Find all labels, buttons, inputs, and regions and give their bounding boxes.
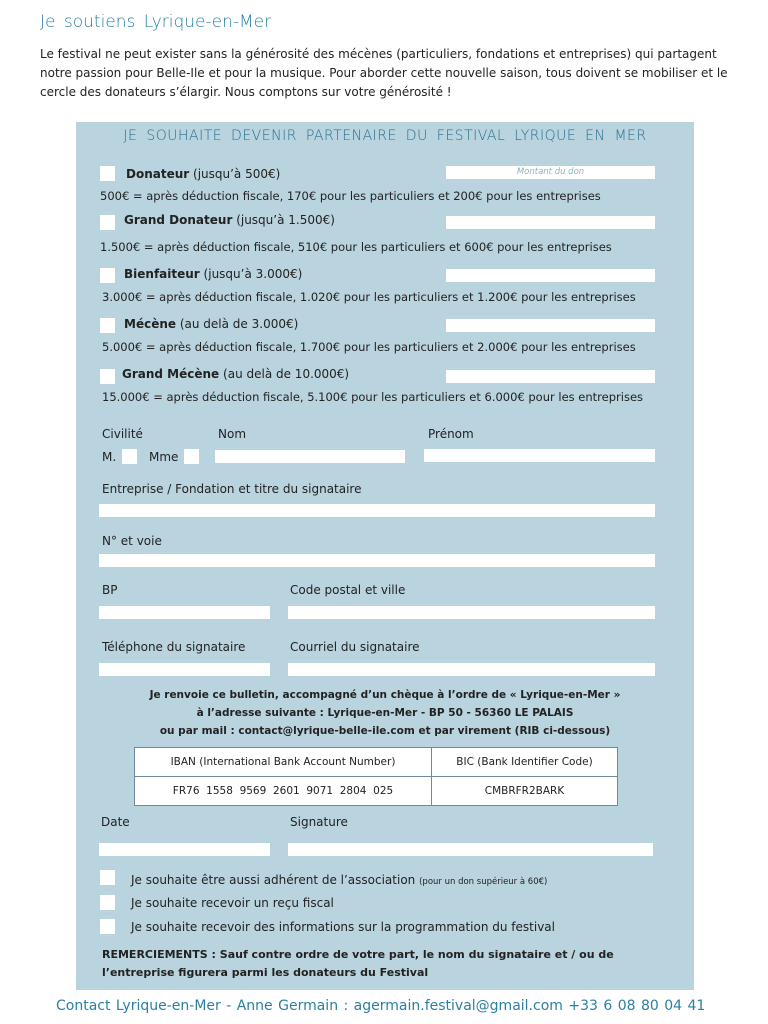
amount-field-donateur[interactable]: Montant du don [446, 166, 655, 179]
checkbox-m[interactable] [122, 449, 137, 464]
checkbox-recu[interactable] [100, 895, 115, 910]
bp-input[interactable] [99, 606, 270, 619]
voie-input[interactable] [99, 554, 655, 567]
checkbox-grand-donateur[interactable] [100, 215, 115, 230]
adherent-text: Je souhaite être aussi adhérent de l’association [131, 873, 416, 887]
form-title: JE SOUHAITE DEVENIR PARTENAIRE DU FESTIVAL LYRIQUE EN MER [123, 128, 647, 144]
level-range: (au delà de 10.000€) [223, 367, 350, 381]
level-range: (au delà de 3.000€) [179, 317, 299, 331]
checkbox-mme[interactable] [184, 449, 199, 464]
send-line: ou par mail : contact@lyrique-belle-ile.com et par virement (RIB ci-dessous) [159, 725, 611, 737]
courriel-input[interactable] [288, 663, 655, 676]
donation-form [76, 122, 694, 990]
level-note: 5.000€ = après déduction fiscale, 1.700€ pour les particuliers et 2.000€ pour les entreprises [102, 340, 636, 354]
level-grand-mecene-label [122, 367, 349, 381]
cp-ville-label: Code postal et ville [290, 583, 406, 597]
page-title: Je soutiens Lyrique-en-Mer [40, 12, 272, 32]
level-note: 500€ = après déduction fiscale, 170€ pour les particuliers et 200€ pour les entreprises [100, 189, 601, 203]
level-name: Donateur [126, 167, 190, 181]
checkbox-bienfaiteur[interactable] [100, 268, 115, 283]
telephone-label: Téléphone du signataire [102, 640, 246, 654]
date-label: Date [101, 815, 130, 829]
adherent-label [131, 873, 547, 887]
intro-paragraph: Le festival ne peut exister sans la générosité des mécènes (particuliers, fondations et entreprises) qui partagent notre passion pour Belle-Ile et pour la musique. Pour aborder cette nouvelle saison, tous doivent se mobiliser et le cercle des donateurs s’élargir. Nous comptons sur votre générosité ! [40, 47, 728, 99]
level-name: Grand Donateur [124, 213, 233, 227]
level-name: Mécène [124, 317, 177, 331]
nom-label: Nom [218, 427, 247, 441]
level-note: 15.000€ = après déduction fiscale, 5.100€ pour les particuliers et 6.000€ pour les entreprises [102, 390, 644, 404]
prenom-label: Prénom [428, 427, 474, 441]
send-instructions [76, 686, 694, 740]
date-input[interactable] [99, 843, 270, 856]
adherent-note: (pour un don supérieur à 60€) [419, 877, 548, 887]
level-name: Bienfaiteur [124, 267, 200, 281]
amount-field-mecene[interactable] [446, 319, 655, 332]
cp-ville-input[interactable] [288, 606, 655, 619]
send-line: Je renvoie ce bulletin, accompagné d’un chèque à l’ordre de « Lyrique-en-Mer » [149, 689, 621, 701]
checkbox-adherent[interactable] [100, 870, 115, 885]
thanks-text: Sauf contre ordre de votre part, le nom du signataire et / ou de l’entreprise figurera parmi les donateurs du Festival [102, 948, 614, 979]
amount-field-grand-mecene[interactable] [446, 370, 655, 383]
checkbox-mecene[interactable] [100, 318, 115, 333]
footer-contact: Contact Lyrique-en-Mer - Anne Germain : agermain.festival@gmail.com +33 6 08 80 04 41 [56, 998, 706, 1014]
voie-label: N° et voie [102, 534, 162, 548]
amount-field-grand-donateur[interactable] [446, 216, 655, 229]
bank-details-table [134, 747, 618, 806]
bic-header: BIC (Bank Identifier Code) [432, 748, 618, 777]
civilite-label: Civilité [102, 427, 143, 441]
prenom-input[interactable] [424, 449, 655, 462]
amount-field-bienfaiteur[interactable] [446, 269, 655, 282]
iban-value: FR76 1558 9569 2601 9071 2804 025 [135, 777, 432, 806]
checkbox-donateur[interactable] [100, 166, 115, 181]
level-grand-donateur-label [124, 213, 335, 227]
level-donateur-label [126, 167, 280, 181]
level-note: 3.000€ = après déduction fiscale, 1.020€ pour les particuliers et 1.200€ pour les entreprises [102, 290, 636, 304]
checkbox-grand-mecene[interactable] [100, 369, 115, 384]
courriel-label: Courriel du signataire [290, 640, 420, 654]
bp-label: BP [102, 583, 118, 597]
m-label: M. [102, 450, 117, 464]
nom-input[interactable] [215, 450, 405, 463]
iban-header: IBAN (International Bank Account Number) [135, 748, 432, 777]
signature-input[interactable] [288, 843, 653, 856]
level-bienfaiteur-label [124, 267, 302, 281]
checkbox-infos[interactable] [100, 919, 115, 934]
telephone-input[interactable] [99, 663, 270, 676]
thanks-note [102, 946, 672, 982]
recu-label: Je souhaite recevoir un reçu fiscal [131, 896, 334, 910]
send-line: à l’adresse suivante : Lyrique-en-Mer - BP 50 - 56360 LE PALAIS [196, 707, 574, 719]
level-name: Grand Mécène [122, 367, 220, 381]
level-range: (jusqu’à 1.500€) [236, 213, 335, 227]
thanks-title: REMERCIEMENTS : [102, 948, 216, 961]
entreprise-label: Entreprise / Fondation et titre du signataire [102, 482, 362, 496]
level-range: (jusqu’à 3.000€) [203, 267, 303, 281]
mme-label: Mme [149, 450, 179, 464]
level-mecene-label [124, 317, 298, 331]
bic-value: CMBRFR2BARK [432, 777, 618, 806]
signature-label: Signature [290, 815, 348, 829]
level-range: (jusqu’à 500€) [193, 167, 281, 181]
entreprise-input[interactable] [99, 504, 655, 517]
level-note: 1.500€ = après déduction fiscale, 510€ pour les particuliers et 600€ pour les entreprises [100, 240, 612, 254]
infos-label: Je souhaite recevoir des informations sur la programmation du festival [131, 920, 555, 934]
